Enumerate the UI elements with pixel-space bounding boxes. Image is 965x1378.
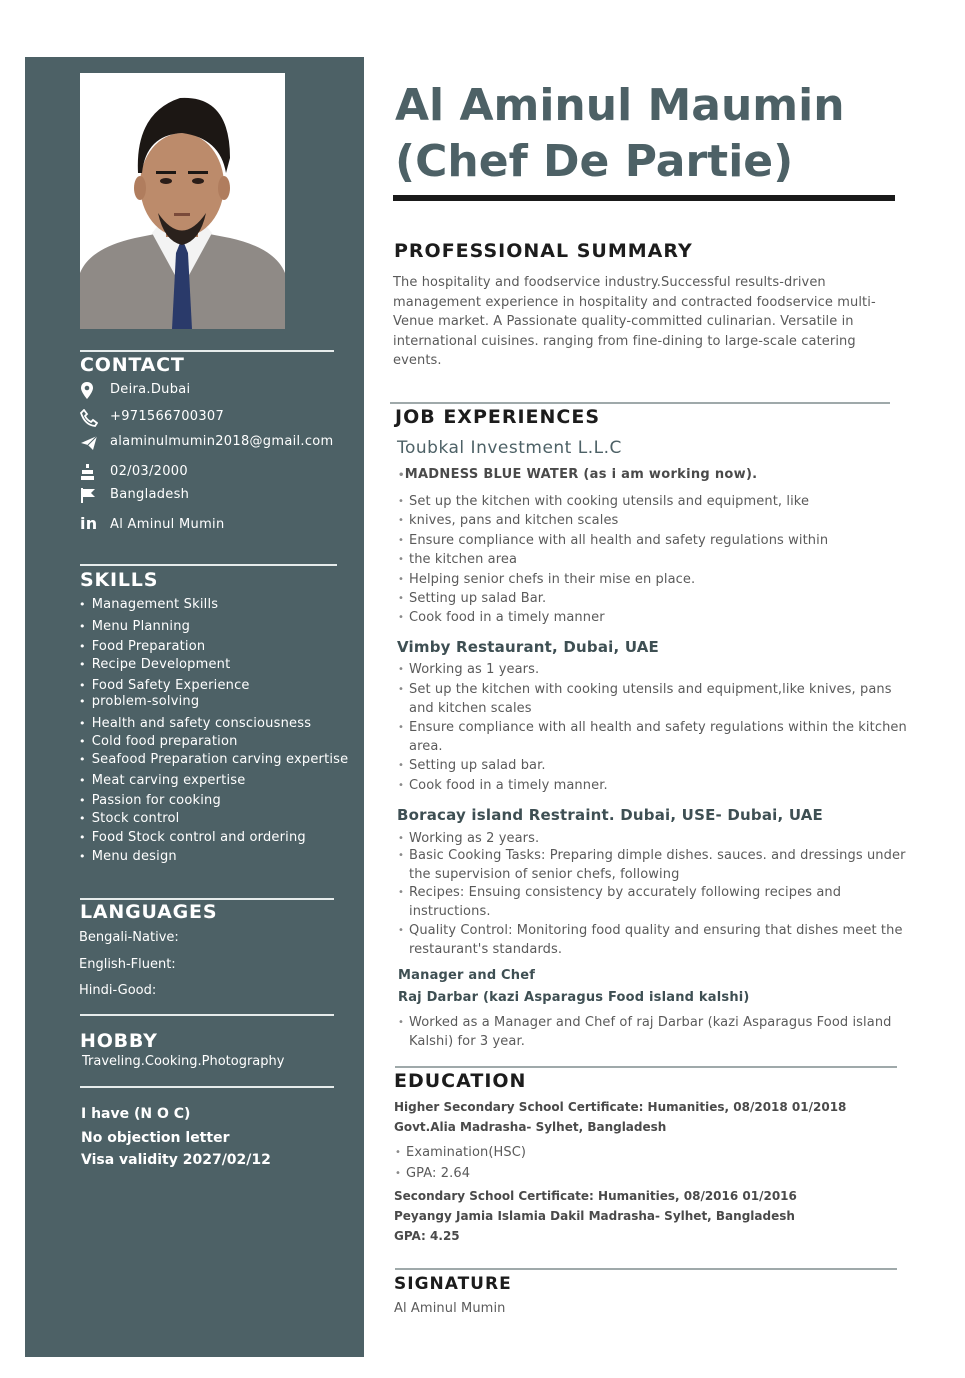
job2-bullet: • Set up the kitchen with cooking utensils and equipment,like knives, pans and kitchen scales bbox=[398, 680, 914, 718]
education-divider bbox=[395, 1066, 897, 1068]
visa-validity-line: Visa validity 2027/02/12 bbox=[81, 1152, 271, 1168]
language-item: English-Fluent: bbox=[79, 957, 176, 972]
phone-text[interactable]: +971566700307 bbox=[110, 409, 225, 424]
ssc-institution: Peyangy Jamia Islamia Dakil Madrasha- Sylhet, Bangladesh bbox=[394, 1209, 795, 1223]
skill-item: • Menu Planning bbox=[79, 619, 190, 634]
hsc-bullet: • Examination(HSC) bbox=[395, 1143, 926, 1162]
hobby-heading: HOBBY bbox=[80, 1030, 158, 1052]
job3-company: Boracay island Restraint. Dubai, USE- Dubai, UAE bbox=[397, 806, 823, 824]
location-text: Deira.Dubai bbox=[110, 382, 191, 397]
phone-icon bbox=[80, 409, 100, 427]
contact-phone bbox=[80, 408, 350, 430]
job1-bullet: • Setting up salad Bar. bbox=[398, 589, 929, 608]
contact-dob bbox=[80, 463, 350, 485]
linkedin-text[interactable]: Al Aminul Mumin bbox=[110, 517, 225, 532]
contact-linkedin bbox=[80, 516, 350, 538]
experience-heading: JOB EXPERIENCES bbox=[395, 406, 601, 428]
skill-item: • Management Skills bbox=[79, 597, 218, 612]
job4-role: Manager and Chef bbox=[398, 968, 536, 983]
summary-text bbox=[393, 273, 893, 371]
position-title: (Chef De Partie) bbox=[395, 136, 794, 187]
linkedin-icon: in bbox=[80, 514, 98, 533]
contact-divider bbox=[80, 350, 334, 352]
job1-subtitle: • MADNESS BLUE WATER (as i am working now). bbox=[398, 467, 757, 482]
skill-item: • Passion for cooking bbox=[79, 793, 221, 808]
hobby-text: Traveling.Cooking.Photography bbox=[82, 1054, 285, 1069]
skill-item: • Recipe Development bbox=[79, 657, 230, 672]
summary-line: The hospitality and foodservice industry.Successful results-driven bbox=[393, 275, 826, 290]
skill-item: • Stock control bbox=[79, 811, 179, 826]
name-title: Al Aminul Maumin bbox=[395, 80, 845, 131]
contact-heading: CONTACT bbox=[80, 354, 185, 376]
signature-divider bbox=[395, 1268, 897, 1270]
profile-photo bbox=[80, 73, 285, 329]
hsc-title: Higher Secondary School Certificate: Humanities, 08/2018 01/2018 bbox=[394, 1100, 847, 1114]
job2-bullet: • Ensure compliance with all health and safety regulations within the kitchen area. bbox=[398, 718, 914, 756]
job3-bullet: • Quality Control: Monitoring food quality and ensuring that dishes meet the restaurant's standards. bbox=[398, 921, 919, 959]
language-item: Hindi-Good: bbox=[79, 983, 157, 998]
skills-heading: SKILLS bbox=[80, 569, 159, 591]
language-item: Bengali-Native: bbox=[79, 930, 179, 945]
hsc-bullet: • GPA: 2.64 bbox=[395, 1164, 926, 1183]
skill-item: • Health and safety consciousness bbox=[79, 716, 311, 731]
noc-divider bbox=[80, 1086, 334, 1088]
noc-line: I have (N O C) bbox=[81, 1106, 191, 1122]
experience-divider bbox=[390, 402, 890, 404]
skill-item: • Seafood Preparation carving expertise bbox=[79, 752, 348, 767]
languages-divider bbox=[80, 898, 334, 900]
contact-country bbox=[80, 486, 350, 508]
ssc-title: Secondary School Certificate: Humanities, 08/2016 01/2016 bbox=[394, 1189, 797, 1203]
summary-line: management experience in hospitality and contracted foodservice multi- bbox=[393, 294, 876, 310]
summary-heading: PROFESSIONAL SUMMARY bbox=[394, 240, 693, 262]
job2-bullet: • Setting up salad bar. bbox=[398, 756, 929, 775]
skill-item: • Cold food preparation bbox=[79, 734, 238, 749]
job2-bullet: • Cook food in a timely manner. bbox=[398, 776, 929, 795]
paper-plane-icon bbox=[80, 434, 100, 452]
skill-item: • Meat carving expertise bbox=[79, 773, 245, 788]
job3-bullet: • Recipes: Ensuing consistency by accurately following recipes and instructions. bbox=[398, 883, 854, 921]
job2-bullet: • Working as 1 years. bbox=[398, 660, 929, 679]
job1-bullet: • Cook food in a timely manner bbox=[398, 608, 929, 627]
job1-bullet: • Set up the kitchen with cooking utensils and equipment, like bbox=[398, 492, 929, 511]
skills-divider bbox=[80, 564, 337, 566]
signature-heading: SIGNATURE bbox=[394, 1274, 512, 1294]
skill-item: • problem-solving bbox=[79, 694, 199, 709]
ssc-gpa: GPA: 4.25 bbox=[394, 1229, 460, 1243]
summary-line: events. bbox=[393, 353, 442, 368]
hsc-institution: Govt.Alia Madrasha- Sylhet, Bangladesh bbox=[394, 1120, 667, 1134]
title-underline bbox=[393, 195, 895, 201]
job3-bullet: • Working as 2 years. bbox=[398, 829, 929, 848]
languages-heading: LANGUAGES bbox=[80, 901, 218, 923]
contact-email bbox=[80, 433, 350, 455]
job4-company: Raj Darbar (kazi Asparagus Food island kalshi) bbox=[398, 990, 750, 1005]
job3-bullet: • Basic Cooking Tasks: Preparing dimple dishes. sauces. and dressings under the supervision of senior chefs, following bbox=[398, 846, 914, 884]
summary-line: international cuisines. ranging from fine-dining to large-scale catering bbox=[393, 333, 856, 349]
job4-bullet: • Worked as a Manager and Chef of raj Darbar (kazi Asparagus Food island Kalshi) for 3 year. bbox=[398, 1013, 909, 1051]
job1-company: Toubkal Investment L.L.C bbox=[397, 438, 622, 458]
education-heading: EDUCATION bbox=[394, 1070, 527, 1092]
job2-company: Vimby Restaurant, Dubai, UAE bbox=[397, 638, 659, 656]
country-text: Bangladesh bbox=[110, 487, 190, 502]
job1-bullet: • Ensure compliance with all health and safety regulations within bbox=[398, 531, 929, 550]
flag-icon bbox=[80, 487, 100, 505]
job1-bullet: • Helping senior chefs in their mise en place. bbox=[398, 570, 929, 589]
hobby-divider bbox=[80, 1014, 334, 1016]
noc-letter-line: No objection letter bbox=[81, 1130, 230, 1146]
job1-bullet: • knives, pans and kitchen scales bbox=[398, 511, 929, 530]
skill-item: • Food Safety Experience bbox=[79, 678, 250, 693]
skill-item: • Food Preparation bbox=[79, 639, 205, 654]
calendar-icon bbox=[80, 464, 100, 482]
skill-item: • Menu design bbox=[79, 849, 177, 864]
signature-name: Al Aminul Mumin bbox=[394, 1301, 506, 1316]
summary-line: Venue market. A Passionate quality-committed culinarian. Versatile in bbox=[393, 314, 854, 329]
location-pin-icon bbox=[80, 382, 100, 400]
email-text[interactable]: alaminulmumin2018@gmail.com bbox=[110, 434, 334, 449]
contact-location bbox=[80, 381, 350, 403]
dob-text: 02/03/2000 bbox=[110, 464, 188, 479]
job1-bullet: • the kitchen area bbox=[398, 550, 929, 569]
skill-item: • Food Stock control and ordering bbox=[79, 830, 306, 845]
